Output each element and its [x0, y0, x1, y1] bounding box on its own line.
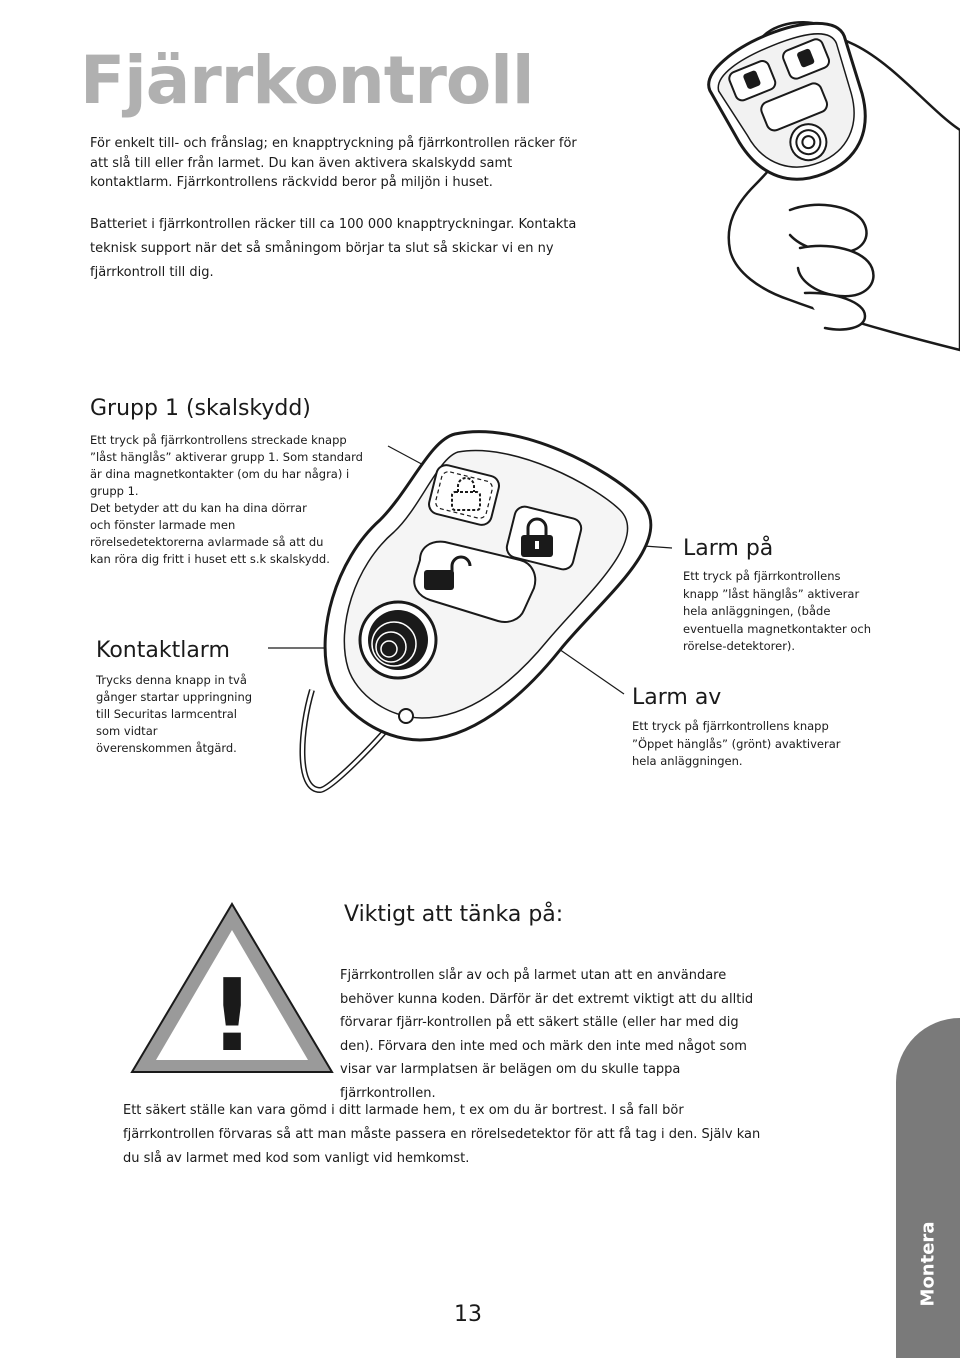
kontaktlarm-text: Trycks denna knapp in två gånger startar uppringning till Securitas larmcentral som vidtar överenskommen åtgärd. — [96, 673, 253, 755]
intro-paragraph-2: Batteriet i fjärrkontrollen räcker till ca 100 000 knapptryckningar. Kontakta teknisk support när det så småningom börjar ta slut så skickar vi en ny fjärrkontroll till dig. — [90, 216, 577, 280]
viktigt-text: Fjärrkontrollen slår av och på larmet utan att en användare behöver kunna koden. Därför är det extremt viktigt att du alltid förvarar fjärr-kontrollen på ett säkert ställe (eller har med dig den). Förvara den inte med och märk den inte med något som visar var larmplatsen är belägen om du skulle tappa fjärrkontrollen. — [340, 968, 754, 1101]
larm-av-heading: Larm av — [632, 685, 722, 710]
section-tab-label: Montera — [917, 1221, 939, 1307]
section-tab[interactable] — [896, 1018, 960, 1358]
warning-exclamation: ! — [209, 957, 255, 1074]
kontaktlarm-heading: Kontaktlarm — [96, 638, 230, 663]
grupp1-explanation: Det betyder att du kan ha dina dörrar och fönster larmade men rörelsedetektorerna avlarmade så att du kan röra dig fritt i huset ett s.k skalskydd. — [90, 501, 330, 566]
grupp1-heading: Grupp 1 (skalskydd) — [90, 396, 311, 421]
grupp1-text: Ett tryck på fjärrkontrollens streckade knapp ”låst hänglås” aktiverar grupp 1. Som standard är dina magnetkontakter (om du har några) i grupp 1. — [90, 433, 363, 498]
larm-pa-text: Ett tryck på fjärrkontrollens knapp ”låst hänglås” aktiverar hela anläggningen, (både eventuella magnetkontakter och rörelse-detektorer). — [683, 569, 872, 653]
larm-pa-heading: Larm på — [683, 536, 774, 561]
safe-place-text: Ett säkert ställe kan vara gömd i ditt larmade hem, t ex om du är bortrest. I så fall bör fjärrkontrollen förvaras så att man måste passera en rörelsedetektor för att få tag i den. Själv kan du slå av larmet med kod som vanligt vid hemkomst. — [123, 1103, 761, 1166]
intro-paragraph-1: För enkelt till- och frånslag; en knapptryckning på fjärrkontrollen räcker för att slå till eller från larmet. Du kan även aktivera skalskydd samt kontaktlarm. Fjärrkontrollens räckvidd beror på miljön i huset. — [90, 136, 577, 190]
viktigt-heading: Viktigt att tänka på: — [344, 902, 564, 927]
kontaktlarm-button — [360, 602, 436, 678]
warning-triangle-icon — [124, 896, 340, 1080]
page-title: Fjärrkontroll — [80, 42, 534, 119]
larm-av-text: Ett tryck på fjärrkontrollens knapp ”Öppet hänglås” (grönt) avaktiverar hela anläggningen. — [632, 719, 841, 768]
page-number: 13 — [454, 1302, 482, 1327]
